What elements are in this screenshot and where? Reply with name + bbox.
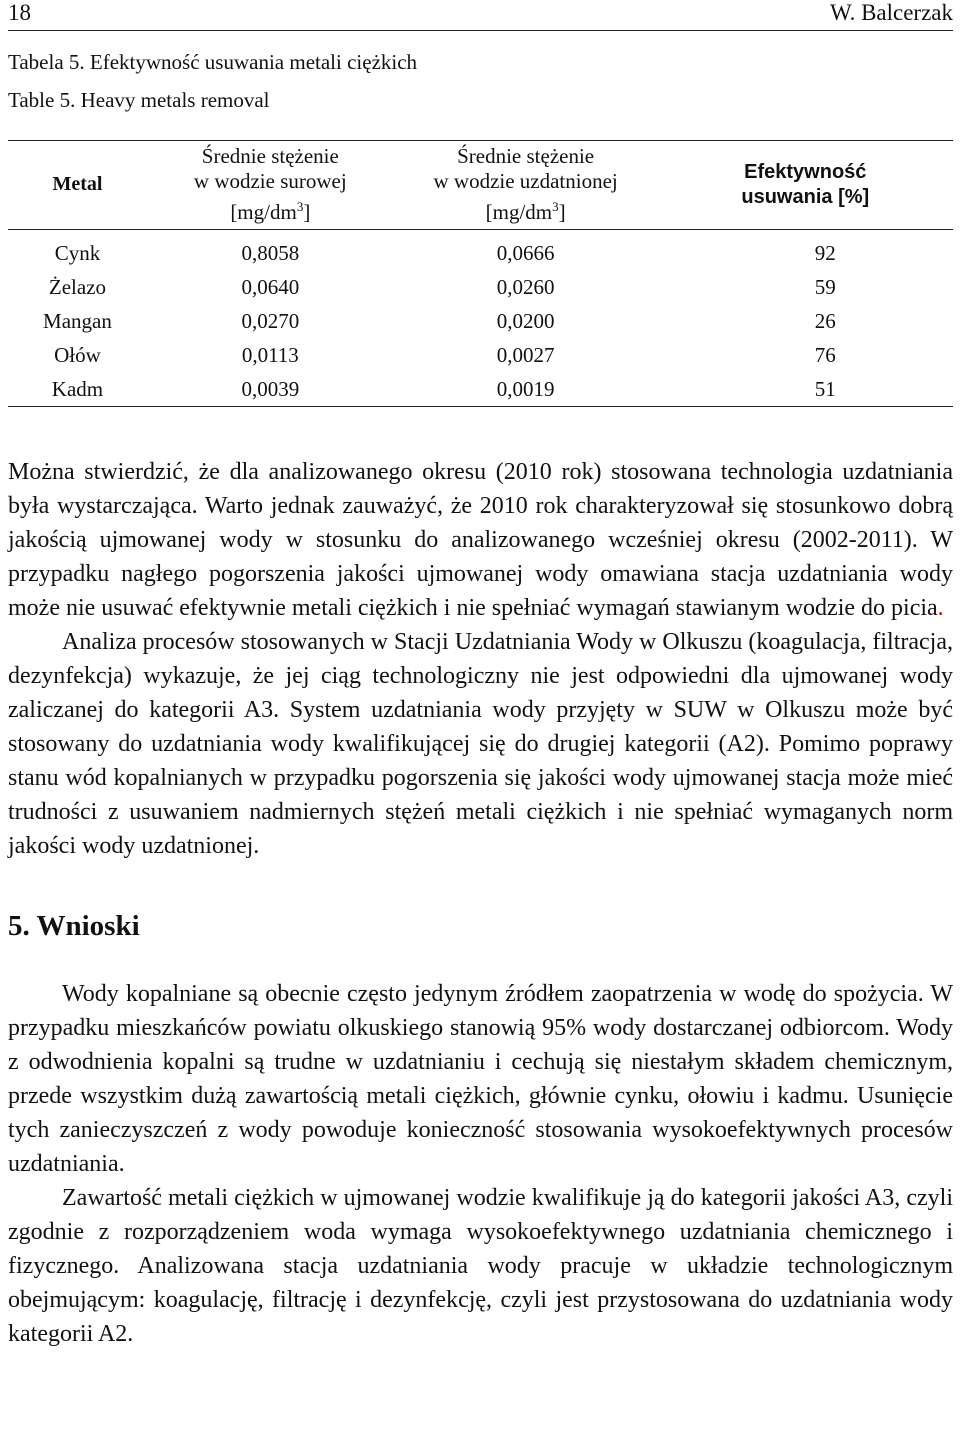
document-page <box>8 0 953 1351</box>
cell-raw: 0,0270 <box>241 308 300 333</box>
header-metal <box>8 141 147 230</box>
header-efficiency <box>658 141 953 230</box>
header-treated-unit-sup: 3 <box>552 199 559 214</box>
header-raw-unit: [mg/dm <box>230 200 297 224</box>
table-row <box>8 270 953 304</box>
table-caption-english: Table 5. Heavy metals removal <box>8 88 270 112</box>
header-raw-water <box>147 141 394 230</box>
header-treated-water <box>394 141 658 230</box>
header-raw-line2: w wodzie surowej <box>193 169 347 193</box>
paragraph-1-text: Można stwierdzić, że dla analizowanego okresu (2010 rok) stosowana technologia uzdatniania była wystarczająca. Warto jednak zauważyć, że 2010 rok charakteryzował się stosunkowo dobrą jakością ujmowanej wody w stosunku do analizowanego wcześniej okresu (2002-2011). W przypadku nagłego pogorszenia jakości ujmowanej wody omawiana stacja uzdatniania wody może nie usuwać efektywnie metali ciężkich i nie spełniać wymagań stawianym wodzie do picia <box>8 459 953 621</box>
table-row <box>8 338 953 372</box>
page-number: 18 <box>8 0 31 25</box>
cell-metal: Mangan <box>43 308 112 333</box>
section-heading-conclusions: 5. Wnioski <box>8 910 140 942</box>
cell-efficiency: 76 <box>814 342 836 367</box>
cell-efficiency: 92 <box>814 240 836 265</box>
cell-raw: 0,0113 <box>241 342 299 367</box>
header-treated-unit-close: ] <box>558 200 566 224</box>
cell-metal: Ołów <box>54 342 101 367</box>
cell-raw: 0,8058 <box>241 240 300 265</box>
cell-treated: 0,0666 <box>496 240 555 265</box>
running-header <box>8 0 953 31</box>
cell-efficiency: 26 <box>814 308 836 333</box>
cell-metal: Żelazo <box>48 274 107 299</box>
header-raw-line1: Średnie stężenie <box>201 144 339 168</box>
table-caption-polish: Tabela 5. Efektywność usuwania metali ciężkich <box>8 50 418 74</box>
table-header-row <box>8 141 953 230</box>
header-eff-line2: usuwania [%] <box>741 185 870 208</box>
cell-treated: 0,0260 <box>496 274 555 299</box>
table-row <box>8 372 953 407</box>
header-treated-unit: [mg/dm <box>485 200 553 224</box>
table-row <box>8 304 953 338</box>
header-metal-label: Metal <box>52 173 103 195</box>
heavy-metals-table <box>8 140 953 407</box>
cell-efficiency: 59 <box>814 274 836 299</box>
paragraph-1-period: . <box>937 595 944 621</box>
cell-metal: Cynk <box>54 240 101 265</box>
paragraph-heavy-metals-content: Zawartość metali ciężkich w ujmowanej wodzie kwalifikuje ją do kategorii jakości A3, czyli zgodnie z rozporządzeniem woda wymaga wysokoefektywnego uzdatniania chemicznego i fizycznego. Analizowana stacja uzdatniania wody pracuje w układzie technologicznym obejmującym: koagulację, filtrację i dezynfekcję, czyli jest przystosowana do uzdatniania wody kategorii A2. <box>8 1185 953 1347</box>
cell-metal: Kadm <box>51 376 104 401</box>
cell-raw: 0,0640 <box>241 274 300 299</box>
paragraph-conclusion-period <box>8 455 953 625</box>
header-treated-line2: w wodzie uzdatnionej <box>433 169 618 193</box>
cell-treated: 0,0027 <box>496 342 555 367</box>
table-row <box>8 230 953 271</box>
paragraph-process-analysis: Analiza procesów stosowanych w Stacji Uzdatniania Wody w Olkuszu (koagulacja, filtracja, dezynfekcja) wykazuje, że jej ciąg technologiczny nie jest odpowiedni dla ujmowanej wody zaliczanej do kategorii A3. System uzdatniania wody przyjęty w SUW w Olkuszu może być stosowany do uzdatniania wody kwalifikującej się do drugiej kategorii (A2). Pomimo poprawy stanu wód kopalnianych w przypadku pogorszenia się jakości wody ujmowanej stacja może mieć trudności z usuwaniem nadmiernych stężeń metali ciężkich i nie spełniać wymaganych norm jakości wody uzdatnionej. <box>8 629 953 859</box>
cell-treated: 0,0200 <box>496 308 555 333</box>
header-eff-line1: Efektywność <box>744 160 867 183</box>
paragraph-mine-waters: Wody kopalniane są obecnie często jedynym źródłem zaopatrzenia w wodę do spożycia. W przypadku mieszkańców powiatu olkuskiego stanowią 95% wody dostarczanej odbiorcom. Wody z odwodnienia kopalni są trudne w uzdatnianiu i cechują się niestałym składem chemicznym, przede wszystkim dużą zawartością metali ciężkich, głównie cynku, ołowiu i kadmu. Usunięcie tych zanieczyszczeń z wody powoduje konieczność stosowania wysokoefektywnych procesów uzdatniania. <box>8 981 953 1177</box>
running-author: W. Balcerzak <box>829 0 953 25</box>
cell-treated: 0,0019 <box>496 376 555 401</box>
cell-efficiency: 51 <box>814 376 836 401</box>
header-treated-line1: Średnie stężenie <box>457 144 595 168</box>
header-raw-unit-close: ] <box>303 200 311 224</box>
header-raw-unit-sup: 3 <box>296 199 304 214</box>
cell-raw: 0,0039 <box>241 376 300 401</box>
